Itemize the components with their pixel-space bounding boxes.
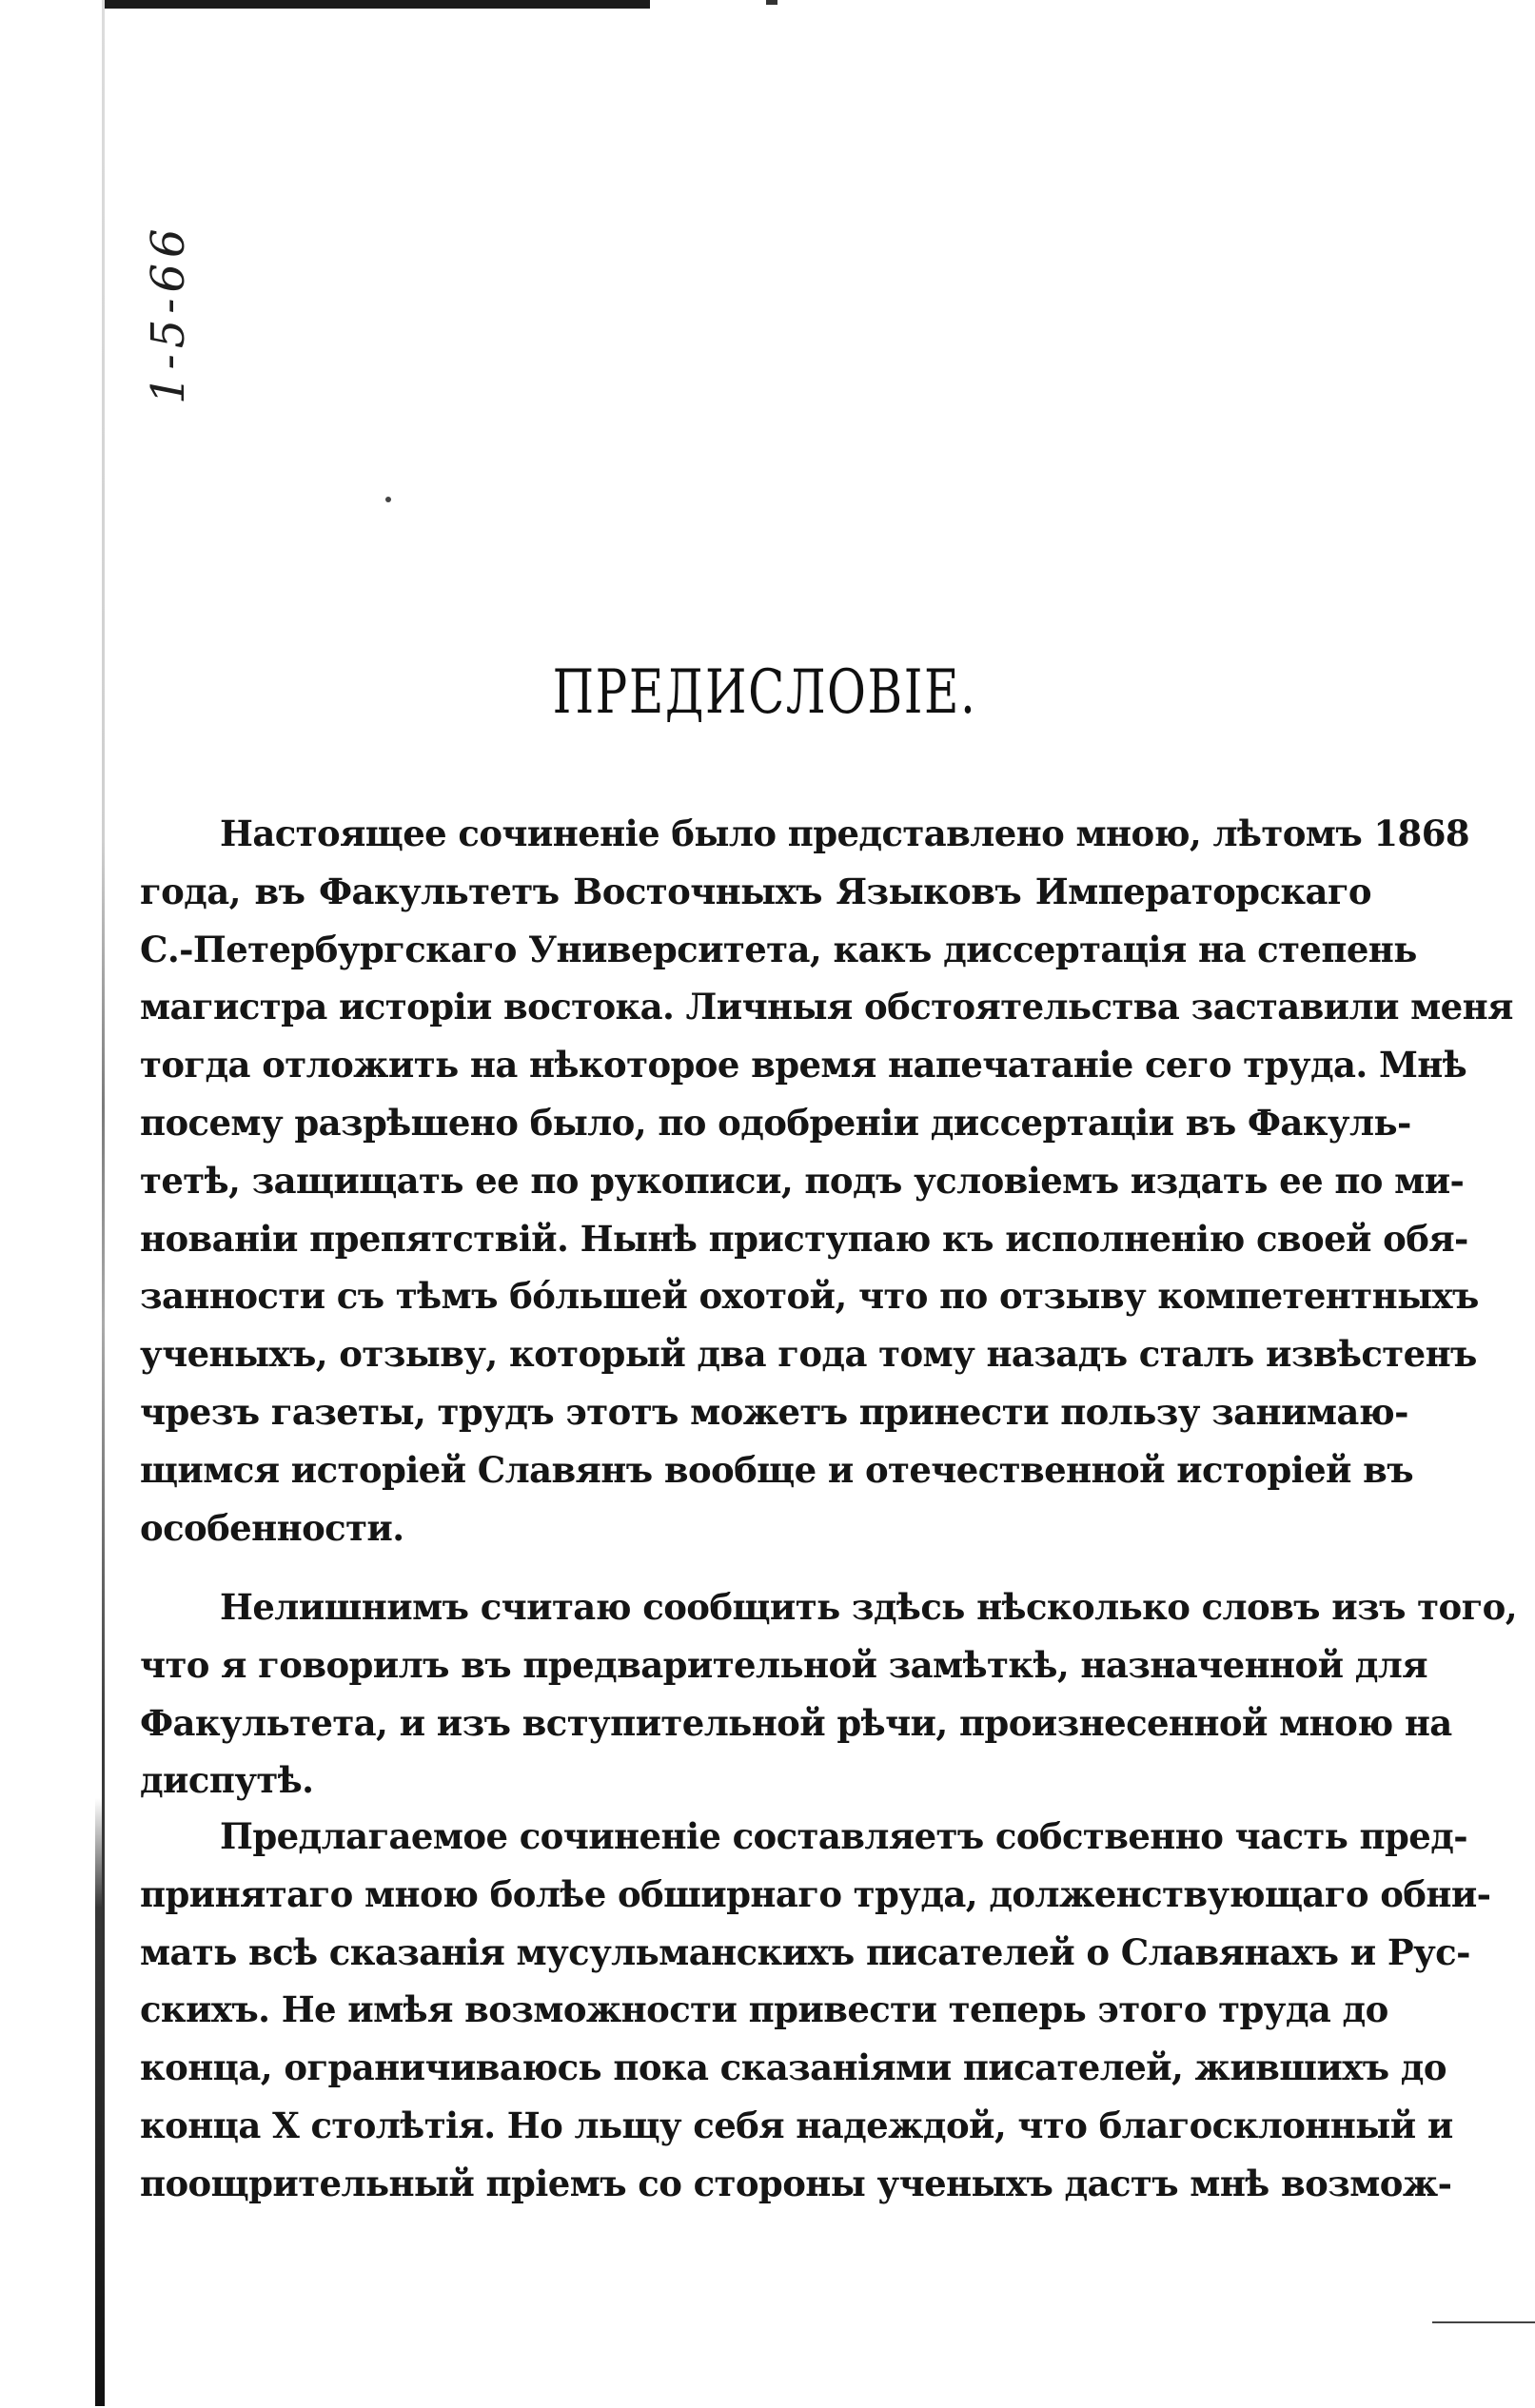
text-line: Нелишнимъ считаю сообщить здѣсь нѣсколько словъ изъ того, xyxy=(220,1586,1518,1628)
text-line: конца X столѣтія. Но льщу себя надеждой, что благосклонный и xyxy=(140,2104,1453,2146)
paragraph-2 xyxy=(140,1578,1518,1810)
ink-speck xyxy=(385,497,391,502)
text-line: поощрительный пріемъ со стороны ученыхъ дастъ мнѣ возмож- xyxy=(140,2162,1452,2204)
text-line: С.-Петербургскаго Университета, какъ диссертація на степень xyxy=(140,928,1417,970)
top-edge-mark xyxy=(766,0,777,5)
text-line: диспутѣ. xyxy=(140,1759,314,1802)
handwritten-shelfmark: 1-5-66 xyxy=(142,223,195,404)
text-line: что я говорилъ въ предварительной замѣткѣ, назначенной для xyxy=(140,1643,1428,1686)
page-corner-edge xyxy=(1432,2321,1535,2408)
text-line: тогда отложить на нѣкоторое время напечатаніе сего труда. Мнѣ xyxy=(140,1044,1467,1087)
page-binding-edge xyxy=(102,0,105,2406)
text-line: щимся исторіей Славянъ вообще и отечественной исторіей въ xyxy=(140,1448,1414,1491)
top-border-rule xyxy=(103,0,650,9)
text-line: особенности. xyxy=(140,1506,404,1549)
text-line: Настоящее сочиненіе было представлено мною, лѣтомъ 1868 xyxy=(220,812,1469,854)
text-line: посему разрѣшено было, по одобреніи диссертаціи въ Факуль- xyxy=(140,1101,1411,1144)
paragraph-3 xyxy=(140,1808,1491,2213)
text-line: магистра исторіи востока. Личныя обстоятельства заставили меня xyxy=(140,986,1513,1028)
text-line: принятаго мною болѣе обширнаго труда, долженствующаго обни- xyxy=(140,1872,1491,1915)
text-line: скихъ. Не имѣя возможности привести теперь этого труда до xyxy=(140,1988,1388,2031)
text-line: ученыхъ, отзыву, который два года тому назадъ сталъ извѣстенъ xyxy=(140,1333,1477,1376)
text-line: нованіи препятствій. Нынѣ приступаю къ исполненію своей обя- xyxy=(140,1217,1468,1260)
text-line: тетѣ, защищать ее по рукописи, подъ условіемъ издать ее по ми- xyxy=(140,1159,1465,1202)
page-binding-shadow xyxy=(95,1798,102,2406)
text-line: мать всѣ сказанія мусульманскихъ писателей о Славянахъ и Рус- xyxy=(140,1930,1470,1973)
text-line: занности съ тѣмъ бóльшей охотой, что по отзыву компетентныхъ xyxy=(140,1275,1479,1318)
text-line: чрезъ газеты, трудъ этотъ можетъ принести пользу занимаю- xyxy=(140,1390,1408,1433)
text-line: конца, ограничиваюсь пока сказаніями писателей, жившихъ до xyxy=(140,2046,1446,2089)
text-line: Предлагаемое сочиненіе составляетъ собственно часть пред- xyxy=(220,1815,1468,1857)
page-heading: ПРЕДИСЛОВІЕ. xyxy=(552,657,977,728)
text-line: Факультета, и изъ вступительной рѣчи, произнесенной мною на xyxy=(140,1701,1452,1744)
text-line: года, въ Факультетъ Восточныхъ Языковъ Императорскаго xyxy=(140,870,1371,912)
paragraph-1 xyxy=(140,805,1513,1556)
